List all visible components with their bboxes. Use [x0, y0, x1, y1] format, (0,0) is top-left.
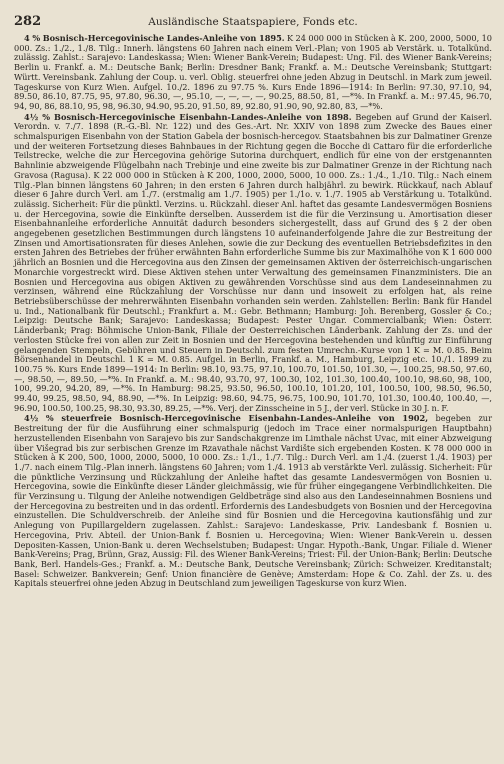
section-bond-1902 — [14, 414, 492, 589]
section-heading: 4½ % steuerfreie Bosnisch-Hercegovinische Eisenbahn-Landes-Anleihe von 1902, — [24, 413, 429, 424]
section-paragraph — [14, 414, 492, 589]
page-header — [14, 14, 492, 29]
page-number: 282 — [14, 14, 42, 29]
section-paragraph — [14, 34, 492, 112]
running-head: Ausländische Staatspapiere, Fonds etc. — [148, 16, 358, 28]
section-bond-1895 — [14, 34, 492, 112]
section-bond-1898 — [14, 113, 492, 414]
section-body: K 24 000 000 in Stücken à K. 200, 2000, 5000, 10 000. Zs.: 1./2., 1./8. Tilg.: Innerh. längstens 60 Jahren nach einem Verl.-Plan; von 1905 ab Verstärk. u. Totalkünd. zulässig. Zahlst.: Sarajevo: Landeskassa; Wien: Wiener Bank-Verein; Budapest: Ung. Fil. des Wiener Bank-Vereins; Berlin u. Frankf. a. M.: Deutsche Bank; Berlin: Dresdner Bank; Frankf. a. M.: Deutsche Vereinsbank; Stuttgart: Württ. Vereinsbank. Zahlung der Coup. u. verl. Oblig. steuerfrei ohne jeden Abzug in Deutschl. in Mark zum jeweil. Tageskurse von Kurz Wien. Aufgel. 10./2. 1896 zu 97.75 %. Kurs Ende 1896—1914: In Berlin: 97.30, 97.10, 94, 89.50, 86.10, 87.75, 95, 97.80, 96.30, —, 95.10, —, —, —, —, 90.25, 88.50, 81, —*%. In Frankf. a. M.: 97.45, 96.70, 94, 90, 86, 88.10, 95, 98, 96.30, 94.90, 95.20, 91.50, 89, 92.80, 91.90, 90, 92.80, 83, —*%. — [14, 33, 492, 111]
section-body: begeben zur Bestreitung der für die Ausführung einer schmalspurig (jedoch im Trace einer normalspurigen Hauptbahn) herzustellenden Eisenbahn von Sarajevo bis zur Sandschakgrenze im Limthale nächst Uvac, mit einer Abzweigung über Višegrad bis zur serbischen Grenze im Rzavathale nächst Vardište sich ergebenden Kosten. K 78 000 000 in Stücken à K 200, 500, 1000, 2000, 5000, 10 000. Zs.: 1./1., 1./7. Tilg.: Durch Verl. am 1./4. (zuerst 1./4. 1903) per 1./7. nach einem Tilg.-Plan innerh. längstens 60 Jahren; vom 1./4. 1913 ab verstärkte Verl. zulässig. Sicherheit: Für die pünktliche Verzinsung und Rückzahlung der Anleihe haftet das gesamte Landesvermögen von Bosnien u. Hercegovina, sowie die Einkünfte dieser Länder gleichmässig, wie für früher eingegangene Verbindlichkeiten. Die für Verzinsung u. Tilgung der Anleihe notwendigen Geldbeträge sind also aus den Landeseinnahmen Bosniens und der Hercegovina zu bestreiten und in das ordentl. Erfordernis des Landesbudgets von Bosnien und der Hercegovina einzustellen. Die Schuldverschreib. der Anleihe sind für Bosnien und die Hercegovina kautionsfähig und zur Anlegung von Pupillargeldern zugelassen. Zahlst.: Sarajevo: Landeskasse, Priv. Landesbank f. Bosnien u. Hercegovina, Priv. Abteil. der Union-Bank f. Bosnien u. Hercegovina; Wien: Wiener Bank-Verein u. dessen Depositen-Kassen, Union-Bank u. deren Wechselstuben; Budapest: Ungar. Hypoth.-Bank, Ungar. Filiale d. Wiener Bank-Vereins; Prag, Brünn, Graz, Aussig: Fil. des Wiener Bank-Vereins; Triest: Fil. der Union-Bank; Berlin: Deutsche Bank, Berl. Handels-Ges.; Frankf. a. M.: Deutsche Bank, Deutsche Vereinsbank; Zürich: Schweizer. Kreditanstalt; Basel: Schweizer. Bankverein; Genf: Union financière de Genève; Amsterdam: Hope & Co. Zahl. der Zs. u. des Kapitals steuerfrei ohne jeden Abzug in Deutschland zum jeweiligen Tageskurse von kurz Wien. — [14, 413, 492, 589]
section-body: Begeben auf Grund der Kaiserl. Verordn. v. 7./7. 1898 (R.-G.-Bl. Nr. 122) und des Ges.-Art. Nr. XXIV von 1898 zum Zwecke des Baues einer schmalspurigen Eisenbahn von der Station Gabela der bosnisch-hercegov. Staatsbahnen bis zur Dalmatiner Grenze und der weiteren Fortsetzung dieses Bahnbaues in der Richtung gegen die Bocche di Cattaro für die erforderliche Teilstrecke, welche die zur Hercegovina gehörige Sutorina durchquert, endlich für eine von der erstgenannten Bahnlinie abzweigende Flügelbahn nach Trebinje und eine zweite bis zur Dalmatiner Grenze in der Richtung nach Gravosa (Ragusa). K 22 000 000 in Stücken à K 200, 1000, 2000, 5000, 10 000. Zs.: 1./4., 1./10. Tilg.: Nach einem Tilg.-Plan binnen längstens 60 Jahren; in den ersten 6 Jahren durch halbjährl. zu bewirk. Rückkauf, nach Ablauf dieser 6 Jahre durch Verl. am 1./7. (erstmalig am 1./7. 1905) per 1./1o. v. 1./7. 1905 ab Verstärkung u. Totalkünd. zulässig. Sicherheit: Für die pünktl. Verzins. u. Rückzahl. dieser Anl. haftet das gesamte Landesvermögen Bosniens u. der Hercegovina, sowie die Einkünfte derselben. Ausserdem ist die für die Verzinsung u. Amortisation dieser Eisenbahnanleihe erforderliche Annuität dadurch besonders sichergestellt, dass auf Grund des § 2 der oben angegebenen gesetzlichen Bestimmungen durch längstens 10 aufeinanderfolgende Jahre die zur Bestreitung der Zinsen und Amortisationsraten für dieses Anlehen, sowie die zur Deckung des eventuellen Betriebsdefizites in den ersten Jahren des Betriebes der früher erwähnten Bahn erforderliche Summe bis zur Maximalhöhe von K 1 600 000 jährlich an Bosnien und die Hercegovina aus den Zinsen der gemeinsamen Aktiven der österreichisch-ungarischen Monarchie vorgestreckt wird. Diese Aktiven stehen unter Verwaltung des gemeinsamen Finanzministers. Die an Bosnien und Hercegovina aus obigen Aktiven zu gewährenden Vorschüsse sind aus dem Landeseinnahmen zu verzinsen, während eine Rückzahlung der Vorschüsse nur dann und insoweit zu erfolgen hat, als reine Betriebsüberschüsse der mehrerwähnten Eisenbahn vorhanden sein werden. Zahlstellen: Berlin: Bank für Handel u. Ind., Nationalbank für Deutschl.; Frankfurt a. M.: Gebr. Bethmann; Hamburg: Joh. Berenberg, Gossler & Co.; Leipzig: Deutsche Bank; Sarajevo: Landeskassa; Budapest: Pester Ungar. Commercialbank; Wien: Österr. Länderbank; Prag: Böhmische Union-Bank, Filiale der Oesterreichischen Länderbank. Zahlung der Zs. und der verlosten Stücke frei von allen zur Zeit in Bosnien und der Hercegovina bestehenden und künftig zur Einführung gelangenden Stempeln, Gebühren und Steuern in Deutschl. zum festen Umrechn.-Kurse von 1 K = M. 0.85. Beim Börsenhandel in Deutschl. 1 K = M. 0.85. Aufgel. in Berlin, Frankf. a. M., Hamburg, Leipzig etc. 10./1. 1899 zu 100.75 %. Kurs Ende 1899—1914: In Berlin: 98.10, 93.75, 97.10, 100.70, 101.50, 101.30, —, 100.25, 98.50, 97.60, —, 98.50, —, 89.50, —*%. In Frankf. a. M.: 98.40, 93.70, 97, 100.30, 102, 101.30, 100.40, 100.10, 98.60, 98, 100, 100, 99.20, 94.20, 89, —*%. In Hamburg: 98.25, 93.50, 96.50, 100.10, 101.20, 101, 100.50, 100, 98.50, 96.50, 99.40, 99.25, 98.50, 94, 88.90, —*%. In Leipzig: 98.60, 94.75, 96.75, 100.90, 101.70, 101.30, 100.40, 100.40, —, 96.90, 100.50, 100.25, 98.30, 93.30, 89.25, —*%. Verj. der Zinsscheine in 5 J., der verl. Stücke in 30 J. n. F. — [14, 111, 492, 413]
section-paragraph — [14, 113, 492, 414]
section-heading: 4 % Bosnisch-Hercegovinische Landes-Anleihe von 1895. — [24, 33, 285, 43]
section-heading: 4½ % Bosnisch-Hercegovinische Eisenbahn-Landes-Anleihe von 1898. — [24, 111, 352, 122]
